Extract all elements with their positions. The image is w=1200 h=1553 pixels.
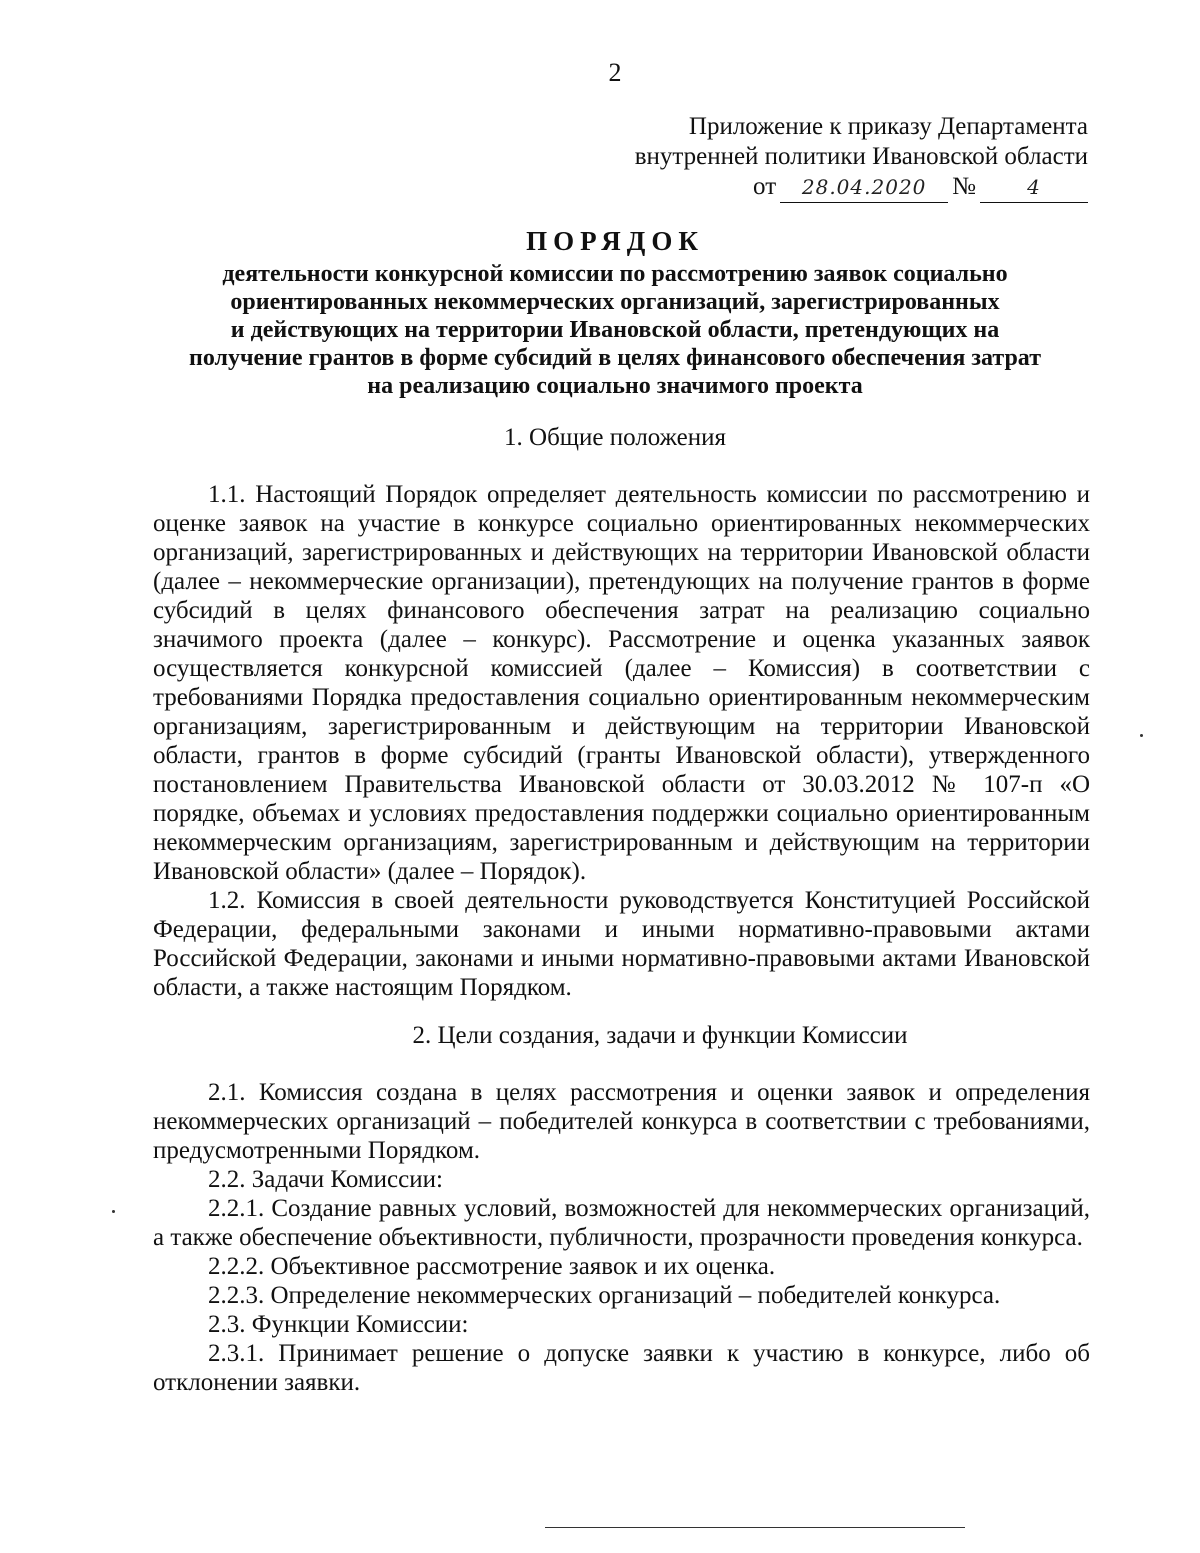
- title-subtitle-line: деятельности конкурсной комиссии по рассмотрению заявок социально: [222, 261, 1008, 287]
- paragraph-2-1: 2.1. Комиссия создана в целях рассмотрения и оценки заявок и определения некоммерческих организаций – победителей конкурса в соответствии с требованиями, предусмотренными Порядком.: [153, 1079, 1090, 1164]
- section-1-heading: 1. Общие положения: [504, 424, 726, 451]
- footer-rule: [545, 1527, 965, 1528]
- title-subtitle-line: ориентированных некоммерческих организаций, зарегистрированных: [230, 289, 1000, 315]
- section-2-heading: 2. Цели создания, задачи и функции Комиссии: [412, 1022, 908, 1049]
- date-prefix: от: [753, 173, 777, 200]
- section-1-body: [153, 480, 1090, 1002]
- document-title: [0, 224, 1200, 400]
- title-subtitle-line: на реализацию социально значимого проекта: [367, 373, 863, 399]
- paragraph-2-2-2: 2.2.2. Объективное рассмотрение заявок и их оценка.: [208, 1253, 776, 1280]
- appendix-date-line: [635, 172, 1088, 203]
- paragraph-1-2: 1.2. Комиссия в своей деятельности руководствуется Конституцией Российской Федерации, федеральными законами и иными нормативно-правовыми актами Российской Федерации, законами и иными нормативно-правовыми актами Ивановской области, а также настоящим Порядком.: [153, 887, 1090, 1001]
- appendix-header: [635, 112, 1088, 203]
- page-number: 2: [608, 58, 622, 87]
- scan-speck: [112, 1210, 115, 1213]
- handwritten-number: 4: [980, 172, 1088, 203]
- section-2-body: [153, 1078, 1090, 1397]
- title-subtitle: [0, 260, 1200, 400]
- paragraph-2-2-1: 2.2.1. Создание равных условий, возможностей для некоммерческих организаций, а также обеспечение объективности, публичности, прозрачности проведения конкурса.: [153, 1195, 1090, 1251]
- appendix-line-2: внутренней политики Ивановской области: [634, 143, 1088, 170]
- paragraph-2-2-3: 2.2.3. Определение некоммерческих организаций – победителей конкурса.: [208, 1282, 1001, 1309]
- handwritten-date: 28.04.2020: [780, 172, 948, 203]
- scan-speck: [1140, 734, 1143, 737]
- paragraph-2-3-1: 2.3.1. Принимает решение о допуске заявки к участию в конкурсе, либо об отклонении заявки.: [153, 1340, 1090, 1396]
- paragraph-1-1: 1.1. Настоящий Порядок определяет деятельность комиссии по рассмотрению и оценке заявок на участие в конкурсе социально ориентированных некоммерческих организаций, зарегистрированных и действующих на территории Ивановской области (далее – некоммерческие организации), претендующих на получение грантов в форме субсидий в целях финансового обеспечения затрат на реализацию социально значимого проекта (далее – конкурс). Рассмотрение и оценка указанных заявок осуществляется конкурсной комиссией (далее – Комиссия) в соответствии с требованиями Порядка предоставления социально ориентированным некоммерческим организациям, зарегистрированным и действующим на территории Ивановской области, грантов в форме субсидий (гранты Ивановской области), утвержденного постановлением Правительства Ивановской области от 30.03.2012 № 107-п «О порядке, объемах и условиях предоставления поддержки социально ориентированным некоммерческим организациям, зарегистрированным и действующим на территории Ивановской области» (далее – Порядок).: [153, 481, 1090, 885]
- title-subtitle-line: и действующих на территории Ивановской области, претендующих на: [230, 317, 1000, 343]
- title-subtitle-line: получение грантов в форме субсидий в целях финансового обеспечения затрат: [189, 345, 1041, 371]
- title-main: ПОРЯДОК: [526, 226, 704, 256]
- paragraph-2-2: 2.2. Задачи Комиссии:: [208, 1166, 443, 1193]
- paragraph-2-3: 2.3. Функции Комиссии:: [208, 1311, 469, 1338]
- number-prefix: №: [952, 173, 976, 200]
- appendix-line-1: Приложение к приказу Департамента: [688, 113, 1088, 140]
